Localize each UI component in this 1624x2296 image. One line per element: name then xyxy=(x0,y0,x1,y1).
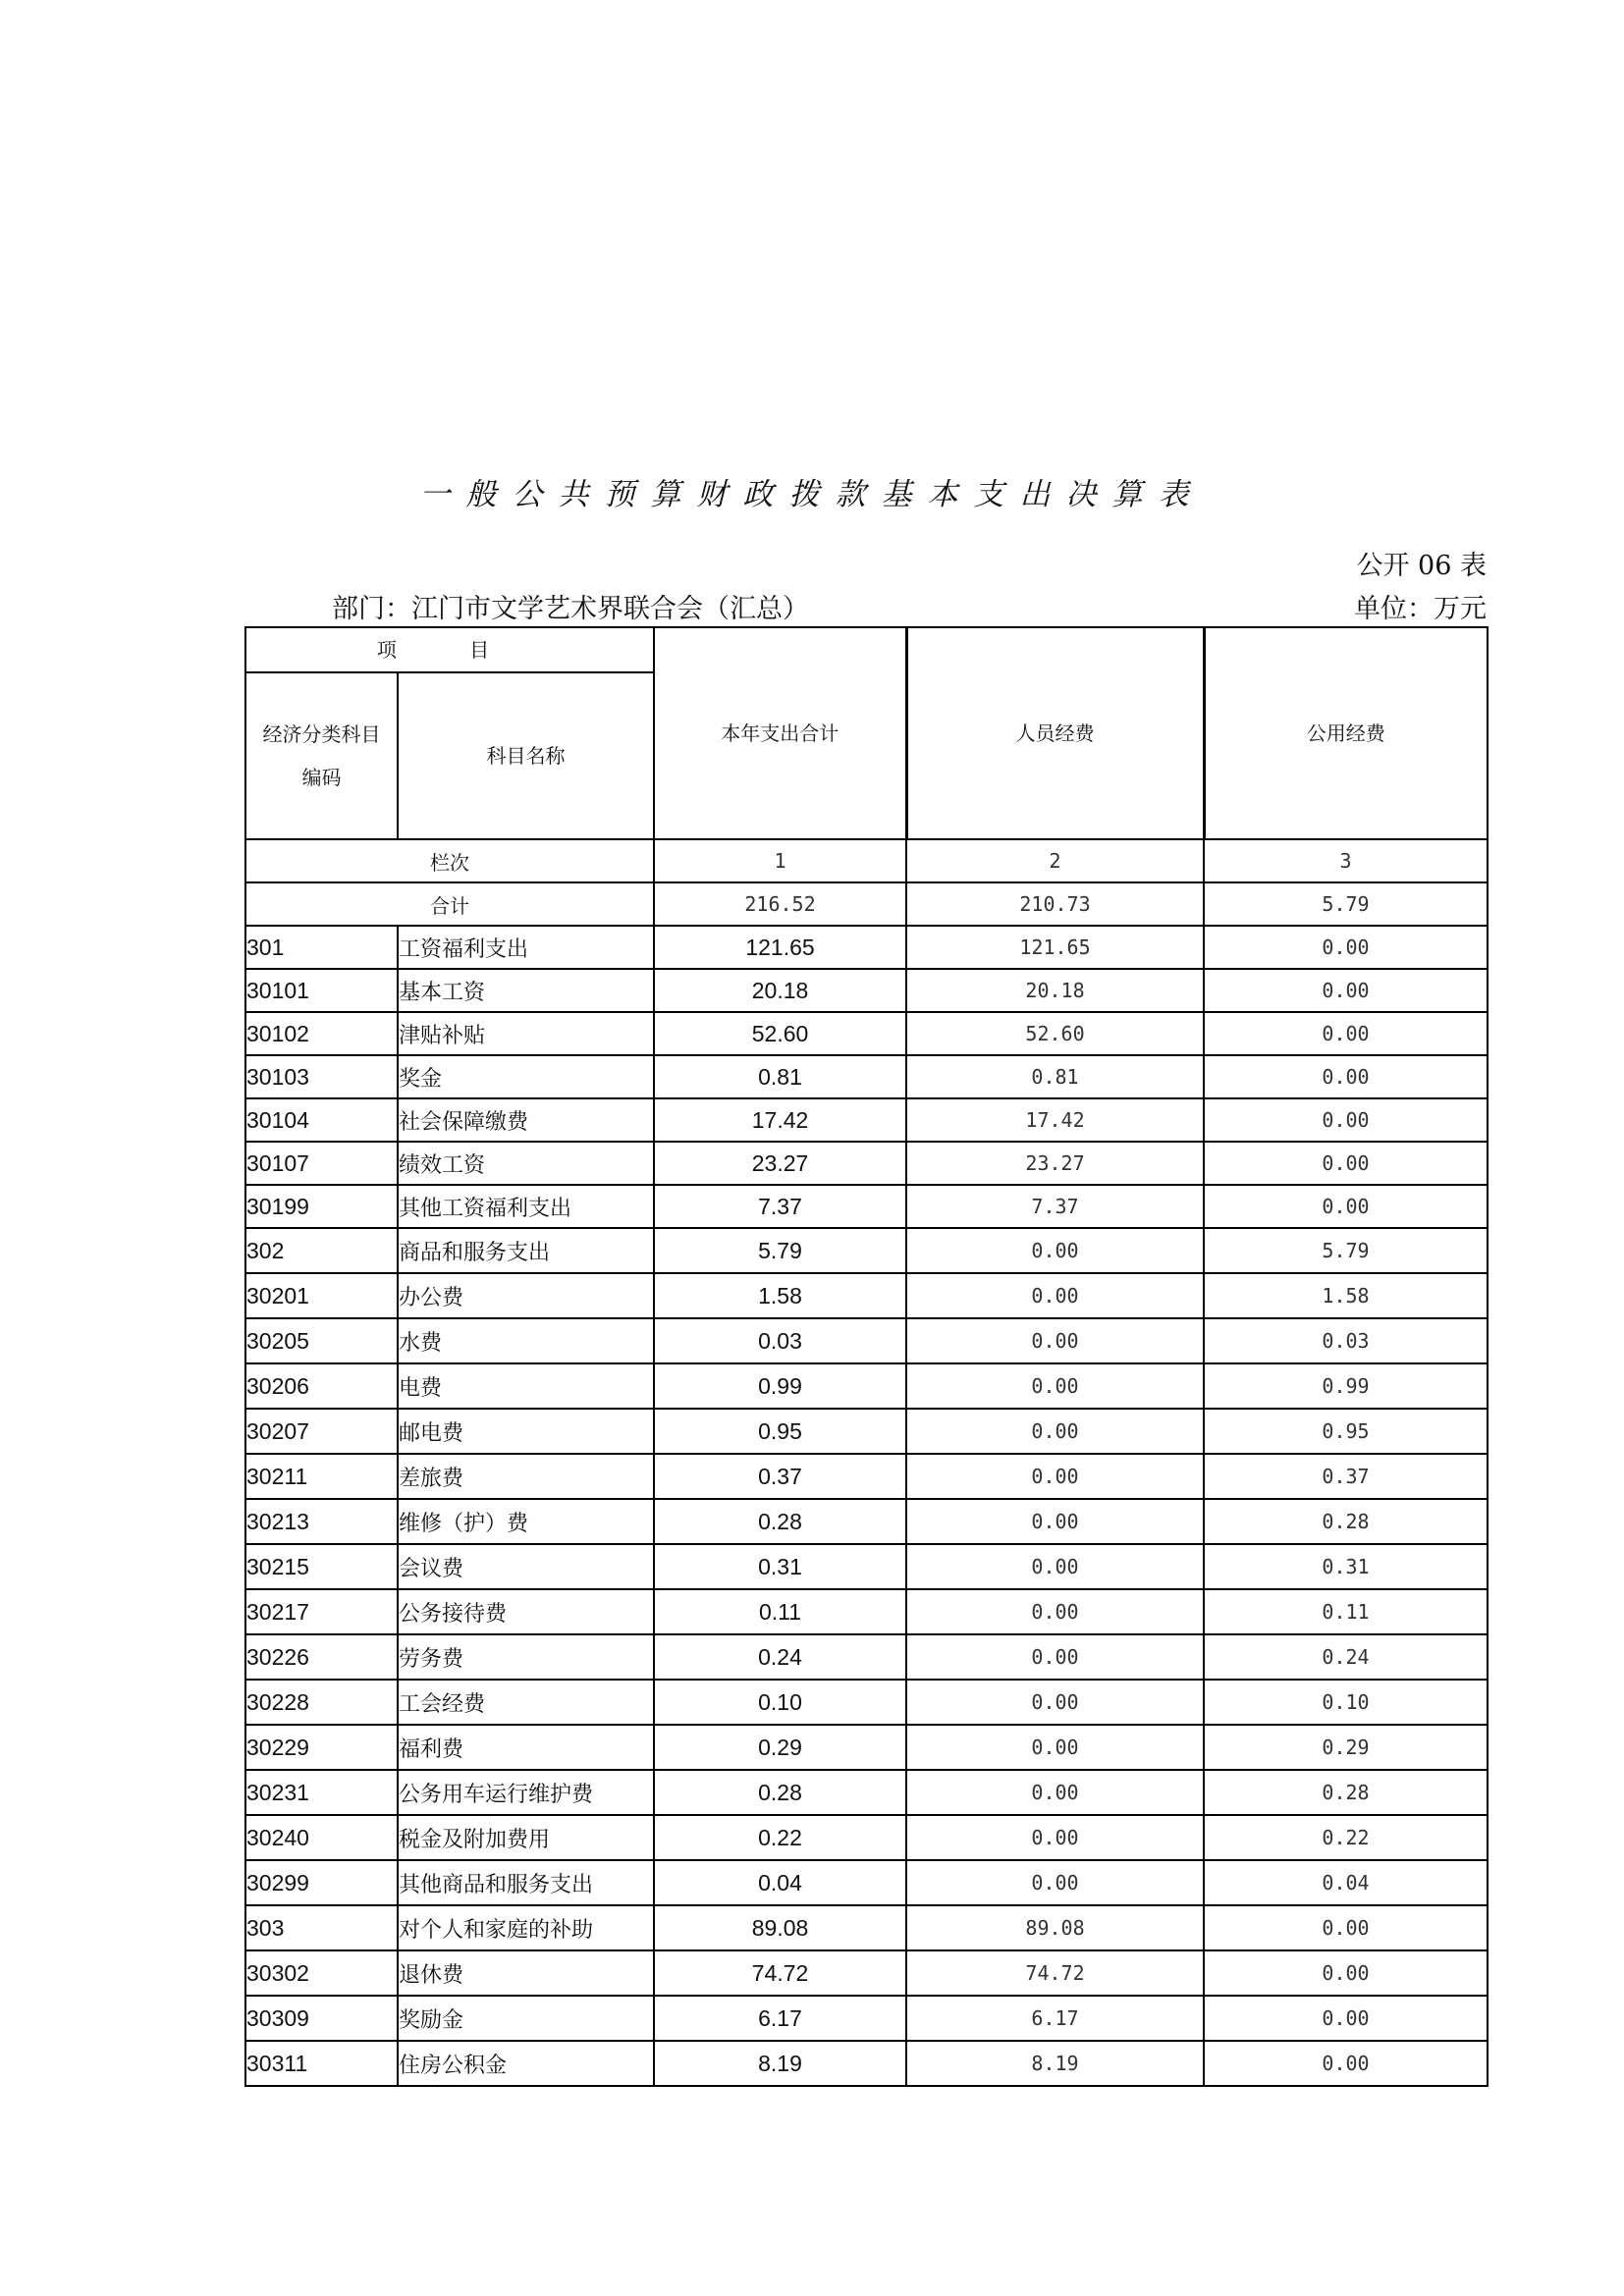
row-name: 公务接待费 xyxy=(398,1589,654,1634)
row-public: 0.00 xyxy=(1204,969,1488,1012)
row-public: 0.00 xyxy=(1204,1905,1488,1950)
row-public: 0.10 xyxy=(1204,1680,1488,1725)
row-name: 电费 xyxy=(398,1363,654,1409)
row-personnel: 0.00 xyxy=(906,1589,1204,1634)
table-row xyxy=(245,1273,1488,1318)
table-row xyxy=(245,1499,1488,1544)
row-total: 0.37 xyxy=(654,1454,906,1499)
row-name: 退休费 xyxy=(398,1950,654,1996)
row-name: 商品和服务支出 xyxy=(398,1228,654,1273)
header-total: 本年支出合计 xyxy=(654,627,906,839)
row-total: 17.42 xyxy=(654,1098,906,1142)
row-personnel: 0.81 xyxy=(906,1055,1204,1098)
table-row xyxy=(245,1142,1488,1185)
row-personnel: 0.00 xyxy=(906,1363,1204,1409)
row-public: 0.28 xyxy=(1204,1499,1488,1544)
row-code: 30206 xyxy=(245,1363,398,1409)
table-row xyxy=(245,969,1488,1012)
row-name: 奖励金 xyxy=(398,1996,654,2041)
row-personnel: 7.37 xyxy=(906,1185,1204,1228)
row-total: 0.10 xyxy=(654,1680,906,1725)
row-name: 福利费 xyxy=(398,1725,654,1770)
row-code: 30231 xyxy=(245,1770,398,1815)
row-public: 0.00 xyxy=(1204,1055,1488,1098)
row-total: 0.24 xyxy=(654,1634,906,1680)
table-row xyxy=(245,1815,1488,1860)
row-code: 30226 xyxy=(245,1634,398,1680)
row-code: 301 xyxy=(245,926,398,969)
row-code: 30207 xyxy=(245,1409,398,1454)
row-public: 0.95 xyxy=(1204,1409,1488,1454)
row-code: 30101 xyxy=(245,969,398,1012)
header-personnel: 人员经费 xyxy=(906,627,1204,839)
row-name: 津贴补贴 xyxy=(398,1012,654,1055)
sum-personnel: 210.73 xyxy=(906,882,1204,926)
row-personnel: 17.42 xyxy=(906,1098,1204,1142)
row-total: 89.08 xyxy=(654,1905,906,1950)
row-total: 8.19 xyxy=(654,2041,906,2086)
row-code: 30309 xyxy=(245,1996,398,2041)
row-public: 0.11 xyxy=(1204,1589,1488,1634)
row-total: 6.17 xyxy=(654,1996,906,2041)
row-public: 0.00 xyxy=(1204,1012,1488,1055)
row-code: 30299 xyxy=(245,1860,398,1905)
row-code: 30229 xyxy=(245,1725,398,1770)
table-row xyxy=(245,1012,1488,1055)
table-row xyxy=(245,1185,1488,1228)
row-personnel: 121.65 xyxy=(906,926,1204,969)
row-code: 30205 xyxy=(245,1318,398,1363)
row-public: 0.29 xyxy=(1204,1725,1488,1770)
budget-table xyxy=(244,626,1489,2087)
table-row xyxy=(245,2041,1488,2086)
document-title: 一般公共预算财政拨款基本支出决算表 xyxy=(419,477,1205,512)
row-name: 其他商品和服务支出 xyxy=(398,1860,654,1905)
row-name: 税金及附加费用 xyxy=(398,1815,654,1860)
table-row xyxy=(245,1454,1488,1499)
row-personnel: 23.27 xyxy=(906,1142,1204,1185)
table-row xyxy=(245,1228,1488,1273)
table-row xyxy=(245,1860,1488,1905)
row-name: 绩效工资 xyxy=(398,1142,654,1185)
sum-total: 216.52 xyxy=(654,882,906,926)
row-code: 30302 xyxy=(245,1950,398,1996)
header-code: 经济分类科目编码 xyxy=(245,672,398,839)
row-name: 办公费 xyxy=(398,1273,654,1318)
table-row xyxy=(245,1098,1488,1142)
department-label: 部门：江门市文学艺术界联合会（汇总） xyxy=(332,594,809,624)
form-number: 公开 06 表 xyxy=(1356,551,1487,581)
row-total: 121.65 xyxy=(654,926,906,969)
row-code: 303 xyxy=(245,1905,398,1950)
row-public: 0.31 xyxy=(1204,1544,1488,1589)
row-code: 302 xyxy=(245,1228,398,1273)
row-personnel: 0.00 xyxy=(906,1544,1204,1589)
row-total: 0.81 xyxy=(654,1055,906,1098)
row-public: 0.00 xyxy=(1204,926,1488,969)
row-personnel: 20.18 xyxy=(906,969,1204,1012)
row-personnel: 52.60 xyxy=(906,1012,1204,1055)
row-personnel: 0.00 xyxy=(906,1499,1204,1544)
table-row xyxy=(245,926,1488,969)
row-total: 0.99 xyxy=(654,1363,906,1409)
table-row xyxy=(245,1905,1488,1950)
row-public: 5.79 xyxy=(1204,1228,1488,1273)
row-public: 0.00 xyxy=(1204,1098,1488,1142)
row-code: 30201 xyxy=(245,1273,398,1318)
row-public: 0.00 xyxy=(1204,2041,1488,2086)
row-personnel: 89.08 xyxy=(906,1905,1204,1950)
row-code: 30103 xyxy=(245,1055,398,1098)
row-name: 对个人和家庭的补助 xyxy=(398,1905,654,1950)
row-name: 水费 xyxy=(398,1318,654,1363)
row-total: 52.60 xyxy=(654,1012,906,1055)
row-name: 住房公积金 xyxy=(398,2041,654,2086)
row-total: 0.04 xyxy=(654,1860,906,1905)
row-code: 30240 xyxy=(245,1815,398,1860)
table-row xyxy=(245,1544,1488,1589)
row-code: 30215 xyxy=(245,1544,398,1589)
row-total: 23.27 xyxy=(654,1142,906,1185)
column-index-2: 2 xyxy=(906,839,1204,882)
row-public: 0.00 xyxy=(1204,1142,1488,1185)
row-total: 7.37 xyxy=(654,1185,906,1228)
row-total: 74.72 xyxy=(654,1950,906,1996)
row-total: 0.31 xyxy=(654,1544,906,1589)
row-name: 奖金 xyxy=(398,1055,654,1098)
row-total: 0.22 xyxy=(654,1815,906,1860)
row-code: 30107 xyxy=(245,1142,398,1185)
row-name: 其他工资福利支出 xyxy=(398,1185,654,1228)
row-public: 0.37 xyxy=(1204,1454,1488,1499)
row-public: 0.00 xyxy=(1204,1185,1488,1228)
row-total: 0.11 xyxy=(654,1589,906,1634)
row-name: 会议费 xyxy=(398,1544,654,1589)
table-row xyxy=(245,1725,1488,1770)
row-public: 0.00 xyxy=(1204,1950,1488,1996)
row-public: 0.28 xyxy=(1204,1770,1488,1815)
row-name: 差旅费 xyxy=(398,1454,654,1499)
table-row xyxy=(245,1996,1488,2041)
row-personnel: 74.72 xyxy=(906,1950,1204,1996)
row-code: 30228 xyxy=(245,1680,398,1725)
row-code: 30311 xyxy=(245,2041,398,2086)
row-personnel: 0.00 xyxy=(906,1770,1204,1815)
row-personnel: 0.00 xyxy=(906,1409,1204,1454)
row-name: 公务用车运行维护费 xyxy=(398,1770,654,1815)
row-personnel: 0.00 xyxy=(906,1860,1204,1905)
row-code: 30217 xyxy=(245,1589,398,1634)
row-total: 0.28 xyxy=(654,1770,906,1815)
row-name: 基本工资 xyxy=(398,969,654,1012)
row-name: 社会保障缴费 xyxy=(398,1098,654,1142)
table-row xyxy=(245,1634,1488,1680)
row-name: 工会经费 xyxy=(398,1680,654,1725)
unit-label: 单位：万元 xyxy=(1354,594,1487,624)
header-items: 项 目 xyxy=(245,627,654,672)
row-name: 邮电费 xyxy=(398,1409,654,1454)
row-name: 工资福利支出 xyxy=(398,926,654,969)
table-row xyxy=(245,1950,1488,1996)
table-row xyxy=(245,1770,1488,1815)
row-personnel: 0.00 xyxy=(906,1454,1204,1499)
column-index-label: 栏次 xyxy=(245,839,654,882)
row-name: 维修（护）费 xyxy=(398,1499,654,1544)
row-code: 30104 xyxy=(245,1098,398,1142)
row-total: 20.18 xyxy=(654,969,906,1012)
column-index-row xyxy=(245,839,1488,882)
column-index-1: 1 xyxy=(654,839,906,882)
header-public: 公用经费 xyxy=(1204,627,1488,839)
sum-label: 合计 xyxy=(245,882,654,926)
row-personnel: 0.00 xyxy=(906,1273,1204,1318)
row-total: 0.95 xyxy=(654,1409,906,1454)
row-total: 5.79 xyxy=(654,1228,906,1273)
row-total: 0.28 xyxy=(654,1499,906,1544)
row-personnel: 0.00 xyxy=(906,1634,1204,1680)
row-total: 0.03 xyxy=(654,1318,906,1363)
table-row xyxy=(245,1318,1488,1363)
row-personnel: 0.00 xyxy=(906,1680,1204,1725)
row-personnel: 0.00 xyxy=(906,1228,1204,1273)
table-row xyxy=(245,1055,1488,1098)
row-personnel: 0.00 xyxy=(906,1318,1204,1363)
column-index-3: 3 xyxy=(1204,839,1488,882)
row-public: 0.04 xyxy=(1204,1860,1488,1905)
row-total: 0.29 xyxy=(654,1725,906,1770)
header-name: 科目名称 xyxy=(398,672,654,839)
header-row-items xyxy=(245,627,1488,672)
table-row xyxy=(245,1680,1488,1725)
row-name: 劳务费 xyxy=(398,1634,654,1680)
row-code: 30102 xyxy=(245,1012,398,1055)
row-code: 30199 xyxy=(245,1185,398,1228)
row-code: 30211 xyxy=(245,1454,398,1499)
sum-row xyxy=(245,882,1488,926)
row-public: 0.22 xyxy=(1204,1815,1488,1860)
sum-public: 5.79 xyxy=(1204,882,1488,926)
row-public: 1.58 xyxy=(1204,1273,1488,1318)
row-personnel: 8.19 xyxy=(906,2041,1204,2086)
row-code: 30213 xyxy=(245,1499,398,1544)
table-row xyxy=(245,1409,1488,1454)
row-personnel: 6.17 xyxy=(906,1996,1204,2041)
row-public: 0.00 xyxy=(1204,1996,1488,2041)
row-personnel: 0.00 xyxy=(906,1815,1204,1860)
row-personnel: 0.00 xyxy=(906,1725,1204,1770)
row-public: 0.03 xyxy=(1204,1318,1488,1363)
row-total: 1.58 xyxy=(654,1273,906,1318)
table-row xyxy=(245,1589,1488,1634)
row-public: 0.24 xyxy=(1204,1634,1488,1680)
table-row xyxy=(245,1363,1488,1409)
row-public: 0.99 xyxy=(1204,1363,1488,1409)
